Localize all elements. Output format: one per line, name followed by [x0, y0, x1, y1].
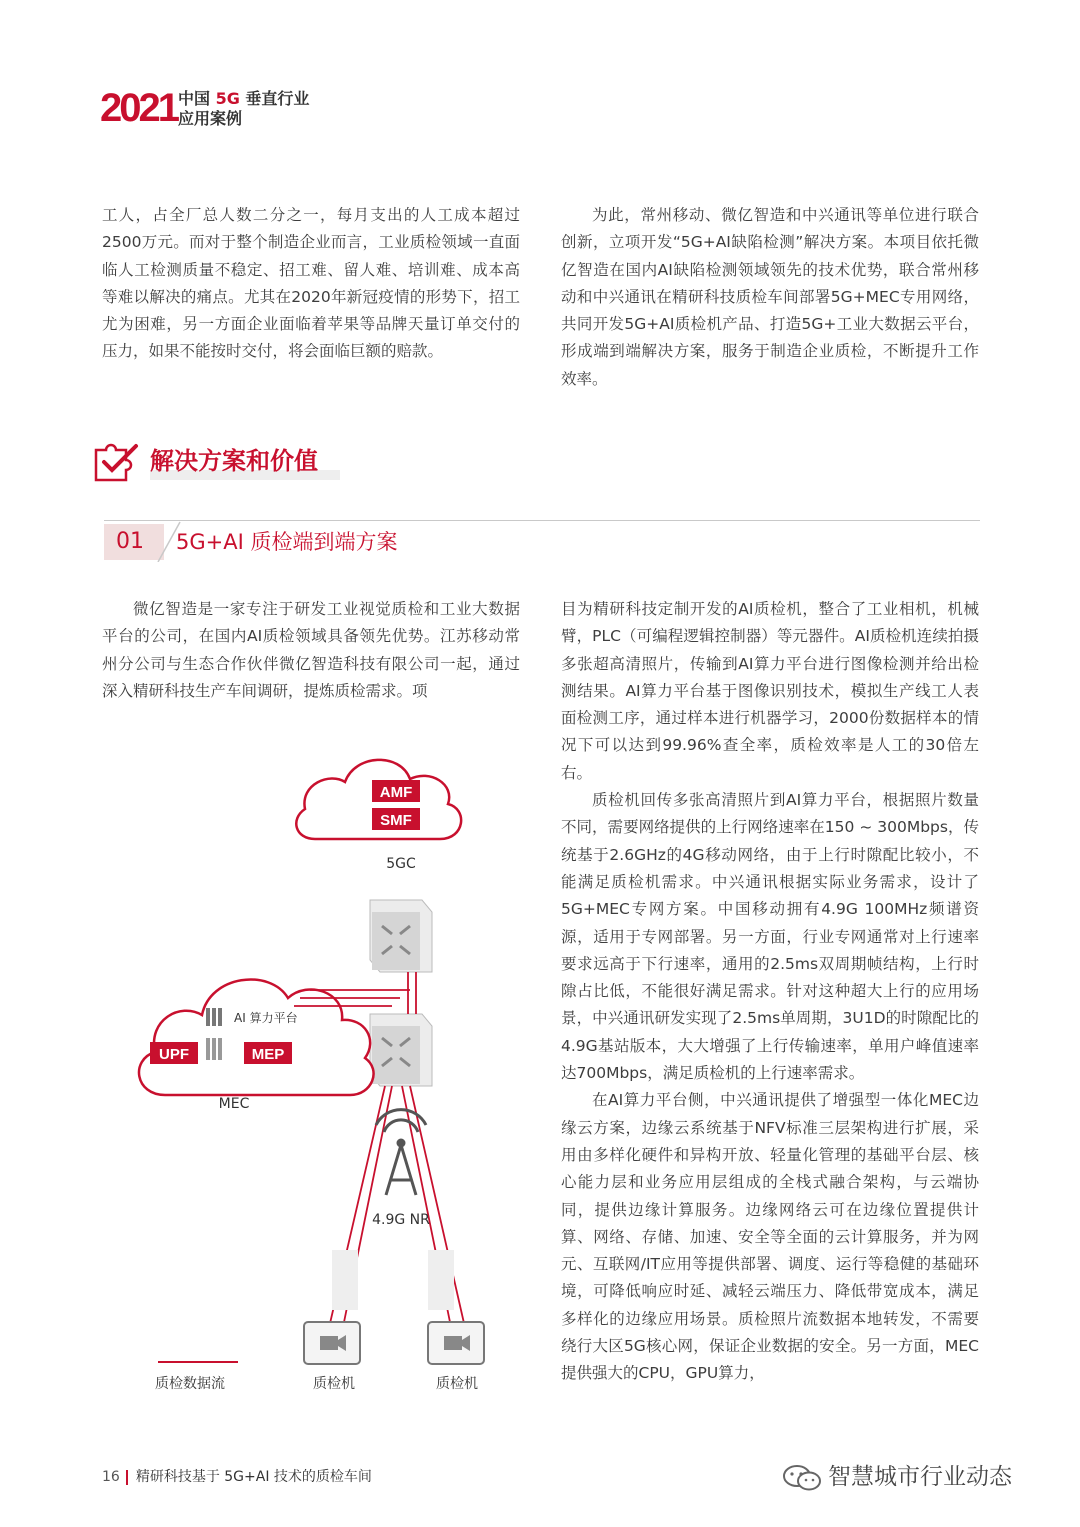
camera-device-right [428, 1322, 484, 1364]
footer-divider [126, 1470, 128, 1485]
paragraph-mid-right-2: 质检机回传多张高清照片到AI算力平台，根据照片数量不同，需要网络提供的上行网络速率在150 ~ 300Mbps，传统基于2.6GHz的4G移动网络，由于上行时隙配比较小，不能满足质检机需求。中兴通讯根据实际业务需求，设计了5G+MEC专网方案。中国移动拥有4.9G 100MHz频谱资源，适用于专网部署。另一方面，行业专网通常对上行速率要求远高于下行速率，通用的2.5ms双周期帧结构，上行时隙占比低，不能很好满足需求。针对这种超大上行的应用场景，中兴通讯研发实现了2.5ms单周期，3U1D的时隙配比的4.9G基站版本，大大增强了上行传输速率，单用户峰值速率达700Mbps，满足质检机的上行速率需求。 [561, 791, 979, 1083]
amf-label: AMF [379, 784, 413, 801]
section-heading: 解决方案和价值 [150, 447, 318, 475]
ai-platform-label: AI 算力平台 [234, 1011, 298, 1025]
router-lower-icon [370, 1014, 432, 1086]
subsection-rule [104, 520, 980, 521]
nr-label: 4.9G NR [372, 1212, 430, 1228]
subsection-title: 5G+AI 质检端到端方案 [176, 530, 398, 554]
logo-year: 2021 [100, 86, 177, 130]
paragraph-top-right: 为此，常州移动、微亿智造和中兴通讯等单位进行联合创新，立项开发“5G+AI缺陷检测”解决方案。本项目依托微亿智造在国内AI缺陷检测领域领先的技术优势，联合常州移动和中兴通讯在精研科技质检车间部署5G+MEC专用网络，共同开发5G+AI质检机产品、打造5G+工业大数据云平台，形成端到端解决方案，服务于制造企业质检，不断提升工作效率。 [561, 206, 979, 388]
mec-label: MEC [218, 1096, 250, 1112]
legend-flow-label: 质检数据流 [155, 1376, 225, 1392]
smf-label: SMF [380, 812, 412, 829]
robot-arm-right [428, 1250, 454, 1310]
wechat-icon [782, 1464, 822, 1492]
page-number: 16 [102, 1469, 120, 1485]
cloud-mec [139, 979, 374, 1095]
logo-title-post: 垂直行业 [239, 89, 310, 108]
5gc-label: 5GC [386, 856, 416, 872]
column-right-mid [561, 596, 979, 1388]
upf-label: UPF [159, 1046, 189, 1063]
watermark-text: 智慧城市行业动态 [828, 1464, 1012, 1490]
logo-title [178, 90, 309, 108]
paragraph-mid-right-3: 在AI算力平台侧，中兴通讯提供了增强型一体化MEC边缘云方案，边缘云系统基于NFV标准三层架构进行扩展，采用由多样化硬件和异构开放、轻量化管理的基础平台层、核心能力层和业务应用层组成的全栈式融合架构，与云端协同，提供边缘计算服务。边缘网络云可在边缘位置提供计算、网络、存储、加速、安全等全面的云计算服务，并为网元、互联网/IT应用等提供部署、调度、运行等稳健的基础环境，可降低响应时延、减轻云端压力、降低带宽成本，满足多样化的边缘应用场景。质检照片流数据本地转发，不需要绕行大区5G核心网，保证企业数据的安全。另一方面，MEC提供强大的CPU，GPU算力， [561, 1091, 979, 1383]
puzzle-check-icon [92, 440, 142, 482]
device-label-left: 质检机 [313, 1376, 355, 1392]
page-footer [102, 1467, 372, 1487]
router-upper-icon [370, 900, 432, 972]
device-label-right: 质检机 [436, 1376, 478, 1392]
network-diagram [110, 740, 530, 1400]
paragraph-top-left: 工人，占全厂总人数二分之一，每月支出的人工成本超过2500万元。而对于整个制造企业而言，工业质检领域一直面临人工检测质量不稳定、招工难、留人难、培训难、成本高等难以解决的痛点。尤其在2020年新冠疫情的形势下，招工尤为困难，另一方面企业面临着苹果等品牌天量订单交付的压力，如果不能按时交付，将会面临巨额的赔款。 [102, 206, 520, 361]
paragraph-mid-left: 微亿智造是一家专注于研发工业视觉质检和工业大数据平台的公司，在国内AI质检领域具备领先优势。江苏移动常州分公司与生态合作伙伴微亿智造科技有限公司一起，通过深入精研科技生产车间调研，提炼质检需求。项 [102, 600, 520, 700]
robot-arm-left [332, 1250, 358, 1310]
footer-text: 精研科技基于 5G+AI 技术的质检车间 [135, 1469, 372, 1485]
subsection-number: 01 [116, 529, 144, 554]
logo-title-pre: 中国 [178, 89, 216, 108]
logo-title-highlight: 5G [215, 89, 240, 108]
camera-device-left [304, 1322, 360, 1364]
mep-label: MEP [251, 1046, 285, 1063]
paragraph-mid-right-1: 目为精研科技定制开发的AI质检机，整合了工业相机，机械臂，PLC（可编程逻辑控制器）等元器件。AI质检机连续拍摄多张超高清照片，传输到AI算力平台进行图像检测并给出检测结果。AI算力平台基于图像识别技术，模拟生产线工人表面检测工序，通过样本进行机器学习，2000份数据样本的情况下可以达到99.96%查全率，质检效率是人工的30倍左右。 [561, 600, 979, 782]
logo-subtitle: 应用案例 [178, 109, 243, 128]
